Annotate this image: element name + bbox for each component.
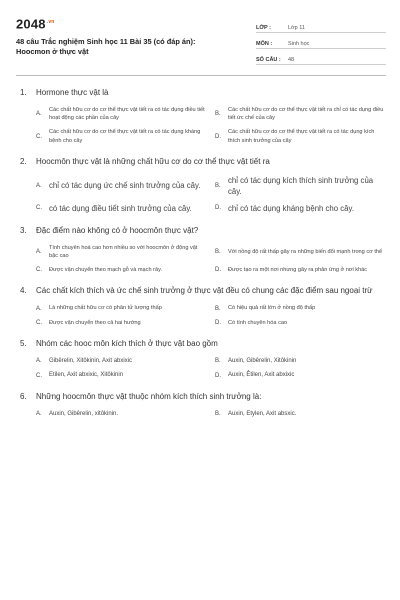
option-letter: A. — [36, 305, 42, 312]
option-text: Được vận chuyển theo cả hai hướng — [49, 319, 141, 326]
option-letter: A. — [36, 182, 42, 189]
answer-options — [16, 175, 386, 214]
answer-options — [16, 106, 386, 145]
site-logo[interactable] — [16, 15, 226, 30]
question-number: 4. — [20, 286, 27, 296]
option-text: Có hiệu quả rất lớn ở nồng độ thấp — [228, 305, 316, 312]
question-text: Đặc điểm nào không có ở hoocmôn thực vật? — [36, 225, 199, 235]
option-b[interactable] — [215, 357, 386, 366]
option-d[interactable] — [215, 371, 386, 380]
option-letter: B. — [215, 182, 221, 189]
option-letter: B. — [215, 411, 221, 418]
option-b[interactable] — [215, 304, 386, 312]
question-1 — [16, 87, 386, 145]
option-text: Gibêrelin, Xitôkinin, Axit abxixic — [49, 357, 133, 364]
option-c[interactable] — [36, 266, 207, 274]
option-letter: B. — [215, 305, 221, 312]
logo-text: 2048 — [16, 16, 46, 32]
option-letter: A. — [36, 358, 42, 365]
question-stem — [16, 225, 386, 237]
option-letter: D. — [215, 205, 221, 212]
option-d[interactable] — [215, 319, 386, 327]
question-stem — [16, 391, 386, 403]
option-text: Các chất hữu cơ do cơ thể thực vật tiết ra có tác dụng điều tiết hoạt động các phần của cây — [49, 107, 205, 122]
option-d[interactable] — [215, 203, 386, 214]
option-letter: C. — [36, 205, 42, 212]
question-text: Hormone thực vật là — [36, 88, 109, 97]
question-stem — [16, 156, 386, 168]
meta-key: MÔN : — [256, 41, 273, 47]
option-letter: A. — [36, 249, 42, 256]
option-text: Được vận chuyển theo mạch gỗ và mạch rây. — [49, 267, 163, 274]
answer-options — [16, 244, 386, 275]
option-letter: A. — [36, 411, 42, 418]
option-b[interactable] — [215, 106, 386, 122]
meta-row-count — [256, 49, 386, 65]
option-text: Được tạo ra một nơi nhưng gây ra phản ứng ở nơi khác — [228, 267, 368, 274]
option-text: có tác dụng điều tiết sinh trưởng của cây. — [49, 203, 192, 213]
option-letter: B. — [215, 358, 221, 365]
option-c[interactable] — [36, 371, 207, 380]
option-text: Với nồng độ rất thấp gây ra những biến đổi mạnh trong cơ thể — [228, 248, 383, 255]
question-number: 2. — [20, 156, 27, 166]
question-stem — [16, 285, 386, 297]
option-text: Là những chất hữu cơ có phân tử lượng thấp — [49, 305, 162, 312]
option-b[interactable] — [215, 410, 386, 419]
option-text: Auxin, Etylen, Axit absxic. — [228, 411, 297, 418]
option-letter: A. — [36, 111, 42, 118]
option-text: Có tính chuyên hóa cao — [228, 319, 288, 326]
question-number: 6. — [20, 392, 27, 402]
option-a[interactable] — [36, 304, 207, 312]
question-text: Hoocmôn thực vật là những chất hữu cơ do cơ thể thực vật tiết ra — [36, 156, 270, 166]
option-c[interactable] — [36, 128, 207, 144]
question-text: Nhóm các hooc môn kích thích ở thực vật bao gồm — [36, 338, 218, 348]
question-4 — [16, 285, 386, 326]
question-number: 3. — [20, 225, 27, 235]
meta-row-subject — [256, 33, 386, 49]
option-text: chỉ có tác dụng kháng bệnh cho cây. — [228, 203, 354, 213]
option-b[interactable] — [215, 244, 386, 260]
option-text: chỉ có tác dụng ức chế sinh trưởng của cây. — [49, 181, 201, 191]
option-letter: C. — [36, 267, 42, 274]
option-text: Etilen, Axit abxixic, Xitôkinin — [49, 372, 124, 379]
header-left — [16, 15, 226, 65]
question-text: Các chất kích thích và ức chế sinh trưởng ở thực vật đều có chung các đặc điểm sau ngoại trừ — [36, 286, 373, 296]
option-letter: B. — [215, 249, 221, 256]
option-letter: D. — [215, 319, 221, 326]
question-5 — [16, 338, 386, 380]
meta-value: 48 — [288, 57, 295, 63]
option-text: Auxin, Êtilen, Axit abxixic — [228, 372, 295, 379]
meta-value: Lớp 11 — [288, 25, 305, 31]
option-letter: D. — [215, 372, 221, 379]
document-title — [16, 37, 226, 56]
option-d[interactable] — [215, 266, 386, 274]
option-text: Auxin, Gibêrelin, Xitôkinin — [228, 357, 297, 364]
option-a[interactable] — [36, 175, 207, 197]
header-divider — [16, 75, 386, 76]
meta-table — [256, 15, 386, 65]
option-letter: D. — [215, 267, 221, 274]
answer-options — [16, 357, 386, 380]
question-number: 1. — [20, 88, 27, 97]
meta-key: LỚP : — [256, 25, 271, 31]
meta-key: SỐ CÂU : — [256, 57, 281, 63]
option-text: Tính chuyên hoá cao hơn nhiều so với hoocmôn ở động vật bậc cao — [49, 244, 198, 260]
document-title-line-1: 48 câu Trắc nghiệm Sinh học 11 Bài 35 (có đáp án): — [16, 37, 196, 46]
logo-suffix: .vn — [46, 19, 55, 25]
option-c[interactable] — [36, 319, 207, 327]
option-text: Các chất hữu cơ do cơ thể thực vật tiết ra có tác dụng kháng bệnh cho cây — [49, 129, 201, 144]
document-title-line-2: Hoocmon ở thực vật — [16, 46, 89, 56]
question-number: 5. — [20, 338, 27, 348]
option-letter: D. — [215, 133, 221, 140]
question-stem — [16, 87, 386, 99]
option-text: Các chất hữu cơ do cơ thể thực vật tiết ra có tác dụng kích thích sinh trưởng của cây — [228, 129, 375, 144]
option-b[interactable] — [215, 175, 386, 197]
option-text: chỉ có tác dụng kích thích sinh trưởng của cây. — [228, 175, 374, 196]
meta-row-class — [256, 17, 386, 33]
option-a[interactable] — [36, 357, 207, 366]
question-2 — [16, 156, 386, 214]
option-letter: C. — [36, 133, 42, 140]
header — [16, 0, 386, 65]
option-a[interactable] — [36, 106, 207, 122]
option-letter: C. — [36, 319, 42, 326]
question-stem — [16, 338, 386, 350]
option-a[interactable] — [36, 244, 207, 260]
option-d[interactable] — [215, 128, 386, 144]
meta-value: Sinh học — [288, 41, 310, 47]
option-c[interactable] — [36, 203, 207, 214]
question-3 — [16, 225, 386, 275]
answer-options — [16, 410, 386, 419]
option-letter: C. — [36, 372, 42, 379]
option-text: Các chất hữu cơ do cơ thể thực vật tiết ra chỉ có tác dụng điều tiết ức chế của cây — [228, 107, 384, 122]
option-a[interactable] — [36, 410, 207, 419]
question-text: Những hoocmôn thực vật thuộc nhóm kích thích sinh trưởng là: — [36, 392, 262, 402]
option-letter: B. — [215, 111, 221, 118]
question-6 — [16, 391, 386, 419]
option-text: Auxin, Gibêrelin, xitôkinin. — [49, 411, 119, 418]
answer-options — [16, 304, 386, 326]
